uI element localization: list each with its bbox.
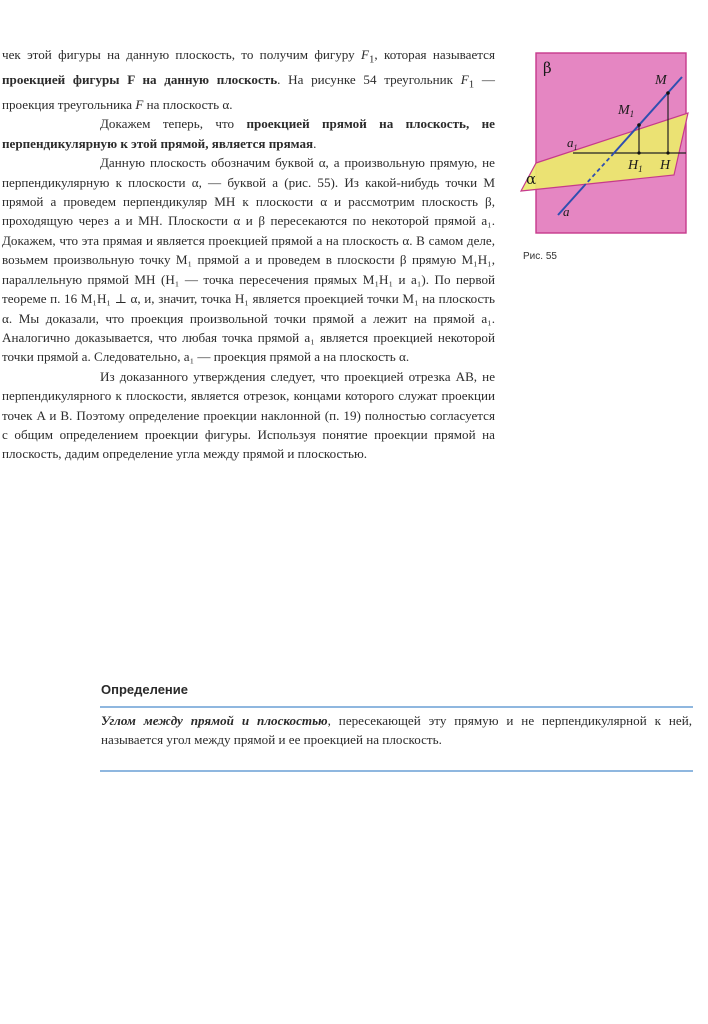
definition-term: Углом между прямой и плоскостью <box>101 713 328 728</box>
point-M1 <box>637 123 641 127</box>
text-fragment: , которая называется <box>374 47 495 62</box>
definition-heading: Определение <box>101 682 189 697</box>
bold-statement: проекцией прямой на плоскость, не перпендикулярную к этой прямой, является прямая <box>2 116 495 151</box>
paragraph-2 <box>2 114 495 153</box>
bold-term: проекцией фигуры F на данную плоскость <box>2 72 278 88</box>
definition-rule-bottom <box>100 770 693 772</box>
label-beta: β <box>543 59 552 77</box>
main-text-column <box>2 45 495 464</box>
label-H1-sub: 1 <box>638 164 643 174</box>
definition-text: , пересекающей эту прямую и не перпендикулярной к ней, называется угол между прямой и ее проекцией на плоскость. <box>101 713 692 747</box>
figure-55 <box>516 51 690 237</box>
text-fragment: на плоскость α. <box>143 97 233 113</box>
text-fragment: . <box>313 135 317 151</box>
point-H <box>666 151 669 154</box>
label-M1-sub: 1 <box>629 109 635 119</box>
label-M1-main: M <box>618 103 630 118</box>
text-fragment: чек этой фигуры на данную плоскость, то получим фигуру <box>2 47 361 62</box>
definition-rule-top <box>100 706 693 708</box>
label-a: a <box>563 204 570 219</box>
point-H1 <box>637 151 640 154</box>
paragraph-3: Данную плоскость обозначим буквой α, а произвольную прямую, не перпендикулярную к плоскости α, — буквой a (рис. 55). Из какой-нибудь точки M прямой a проведем перпендикуляр MH к плоскости α и рассмотрим плоскость β, проходящую через a и MH. Плоскости α и β пересекаются по некоторой прямой a₁. Докажем, что эта прямая и является проекцией прямой a на плоскость α. В самом деле, возьмем произвольную точку M₁ прямой a и проведем в плоскости β прямую M₁H₁, параллельную прямой MH (H₁ — точка пересечения прямых M₁H₁ и a₁). По первой теореме п. 16 M₁H₁ ⊥ α, и, значит, точка H₁ является проекцией точки M₁ на плоскость α. Мы доказали, что проекция произвольной точки прямой a лежит на прямой a₁. Аналогично доказывается, что любая точка прямой a₁ является проекцией некоторой точки прямой a. Следовательно, a₁ — проекция прямой a на плоскость α. <box>2 155 495 365</box>
text-fragment: . На рисунке 54 треугольник <box>277 72 461 88</box>
text-fragment: F <box>460 72 469 88</box>
paragraph-1 <box>2 45 495 114</box>
label-a1-sub: 1 <box>573 143 578 152</box>
point-M <box>666 91 670 95</box>
label-H: H <box>660 158 671 173</box>
text-fragment: F <box>135 97 144 113</box>
text-fragment: 1 <box>368 53 375 66</box>
label-a1-main: a <box>567 135 574 150</box>
text-fragment: Докажем теперь, что <box>100 116 247 132</box>
text-fragment: 1 <box>468 78 475 91</box>
definition-body <box>101 711 692 749</box>
label-M: M <box>655 73 667 88</box>
paragraph-4: Из доказанного утверждения следует, что проекцией отрезка AB, не перпендикулярного к плоскости, является отрезок, концами которого служат проекции точек A и B. Поэтому определение проекции наклонной (п. 19) полностью согласуется с общим определением проекции фигуры. Используя понятие проекции прямой на плоскость, дадим определение угла между прямой и плоскостью. <box>2 368 495 462</box>
label-alpha: α <box>526 170 537 188</box>
label-H1-main: H <box>628 158 639 173</box>
figure-caption: Рис. 55 <box>523 251 557 262</box>
text-fragment: — проекция треугольника <box>2 72 495 113</box>
text-fragment: F <box>360 47 369 62</box>
